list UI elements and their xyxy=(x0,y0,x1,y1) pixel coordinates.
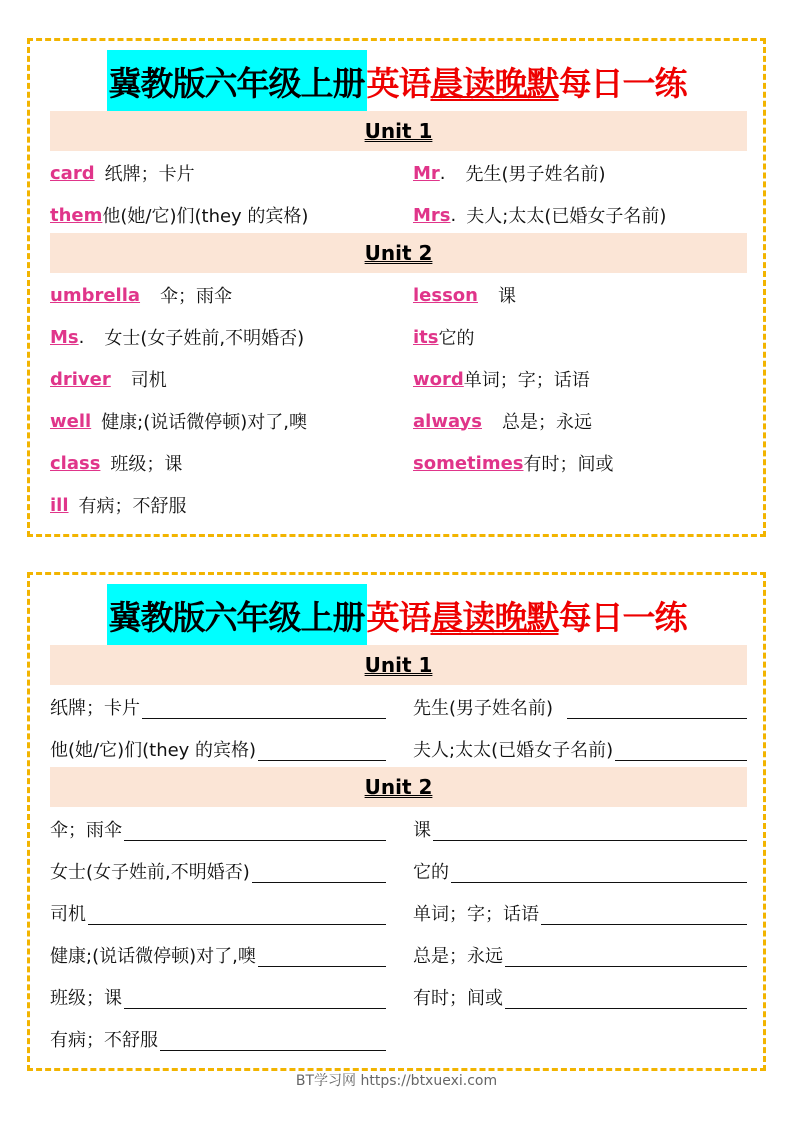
prompt-text: 总是；永远 xyxy=(413,946,503,967)
unit-header: Unit 2 xyxy=(50,233,747,273)
vocab-meaning: 他(她/它)们(they 的宾格) xyxy=(102,206,309,227)
vocab-word: sometimes xyxy=(413,452,524,474)
answer-blank[interactable] xyxy=(142,696,386,719)
prompt-text: 有病；不舒服 xyxy=(50,1030,158,1051)
prompt-text: 课 xyxy=(413,820,431,841)
prompt-text: 先生(男子姓名前) xyxy=(413,698,554,719)
vocab-word: lesson xyxy=(413,284,478,306)
vocab-row xyxy=(50,275,747,315)
answer-blank[interactable] xyxy=(124,818,386,841)
answer-blank[interactable] xyxy=(567,696,747,719)
vocab-word: its xyxy=(413,326,439,348)
prompt-text: 它的 xyxy=(413,862,449,883)
page-title: 冀教版六年级上册 英语 晨读晚默 每日一练 xyxy=(30,49,763,113)
prompt-text: 司机 xyxy=(50,904,86,925)
vocab-row: Ms . 女士(女子姓前,不明婚否) its 它的 xyxy=(50,317,747,357)
vocab-word: them xyxy=(50,204,103,226)
vocab-word: word xyxy=(413,368,464,390)
prompt-text: 班级；课 xyxy=(50,988,122,1009)
unit-header: Unit 1 xyxy=(50,645,747,685)
vocab-meaning: 总是；永远 xyxy=(502,412,592,433)
vocab-meaning: 先生(男子姓名前) xyxy=(465,164,606,185)
vocab-row: card 纸牌；卡片 Mr . 先生(男子姓名前) xyxy=(50,153,747,193)
vocab-meaning: 课 xyxy=(498,286,516,307)
vocab-word: Mr xyxy=(413,162,440,184)
vocab-row xyxy=(50,359,747,399)
vocab-word: Mrs xyxy=(413,204,451,226)
title-highlight: 冀教版六年级上册 xyxy=(107,50,367,112)
dictation-row xyxy=(50,977,747,1017)
dictation-row xyxy=(50,729,747,769)
answer-blank[interactable] xyxy=(541,902,747,925)
vocab-meaning: 司机 xyxy=(130,370,167,391)
dictation-row xyxy=(50,809,747,849)
answer-blank[interactable] xyxy=(252,860,386,883)
vocab-meaning: 它的 xyxy=(438,328,475,349)
prompt-text: 伞；雨伞 xyxy=(50,820,122,841)
answer-blank[interactable] xyxy=(451,860,747,883)
vocab-row xyxy=(50,485,747,525)
vocab-row: them 他(她/它)们(they 的宾格) Mrs . 夫人;太太(已婚女子名前) xyxy=(50,195,747,235)
vocab-meaning: 单词；字；话语 xyxy=(463,370,590,391)
vocab-meaning: 有时；间或 xyxy=(523,454,614,475)
vocab-meaning: 伞；雨伞 xyxy=(160,286,233,307)
vocab-meaning: 女士(女子姓前,不明婚否) xyxy=(104,328,305,349)
vocab-row xyxy=(50,401,747,441)
vocab-meaning: 健康;(说话微停顿)对了,噢 xyxy=(101,412,308,433)
answer-blank[interactable] xyxy=(88,902,386,925)
dictation-card xyxy=(27,572,766,1071)
page-title: 冀教版六年级上册 英语 晨读晚默 每日一练 xyxy=(30,583,763,647)
dictation-row xyxy=(50,1019,747,1059)
footer-source: BT学习网 https://btxuexi.com xyxy=(295,1073,498,1089)
vocab-word: class xyxy=(50,452,101,474)
answer-blank[interactable] xyxy=(433,818,747,841)
vocab-word: umbrella xyxy=(50,284,141,306)
dictation-row xyxy=(50,687,747,727)
answer-blank[interactable] xyxy=(505,986,747,1009)
vocab-word: card xyxy=(50,162,95,184)
answer-blank[interactable] xyxy=(258,738,386,761)
dictation-row xyxy=(50,935,747,975)
vocab-meaning: 纸牌；卡片 xyxy=(104,164,195,185)
vocab-meaning: 夫人;太太(已婚女子名前) xyxy=(466,206,667,227)
vocab-word: ill xyxy=(50,494,69,516)
dictation-row xyxy=(50,893,747,933)
vocab-word: always xyxy=(413,410,482,432)
vocab-meaning: 班级；课 xyxy=(110,454,183,475)
vocab-meaning: 有病；不舒服 xyxy=(78,496,187,517)
prompt-text: 纸牌；卡片 xyxy=(50,698,140,719)
unit-header: Unit 2 xyxy=(50,767,747,807)
title-highlight: 冀教版六年级上册 xyxy=(107,584,367,646)
answer-blank[interactable] xyxy=(615,738,747,761)
prompt-text: 健康;(说话微停顿)对了,噢 xyxy=(50,946,256,967)
reading-card xyxy=(27,38,766,537)
prompt-text: 有时；间或 xyxy=(413,988,503,1009)
unit-header: Unit 1 xyxy=(50,111,747,151)
vocab-word: driver xyxy=(50,368,111,390)
answer-blank[interactable] xyxy=(505,944,747,967)
answer-blank[interactable] xyxy=(160,1028,386,1051)
prompt-text: 夫人;太太(已婚女子名前) xyxy=(413,740,614,761)
prompt-text: 女士(女子姓前,不明婚否) xyxy=(50,862,250,883)
answer-blank[interactable] xyxy=(124,986,386,1009)
prompt-text: 他(她/它)们(they 的宾格) xyxy=(50,740,257,761)
vocab-word: Ms xyxy=(50,326,79,348)
vocab-word: well xyxy=(50,410,92,432)
answer-blank[interactable] xyxy=(258,944,386,967)
dictation-row xyxy=(50,851,747,891)
vocab-row xyxy=(50,443,747,483)
prompt-text: 单词；字；话语 xyxy=(413,904,539,925)
